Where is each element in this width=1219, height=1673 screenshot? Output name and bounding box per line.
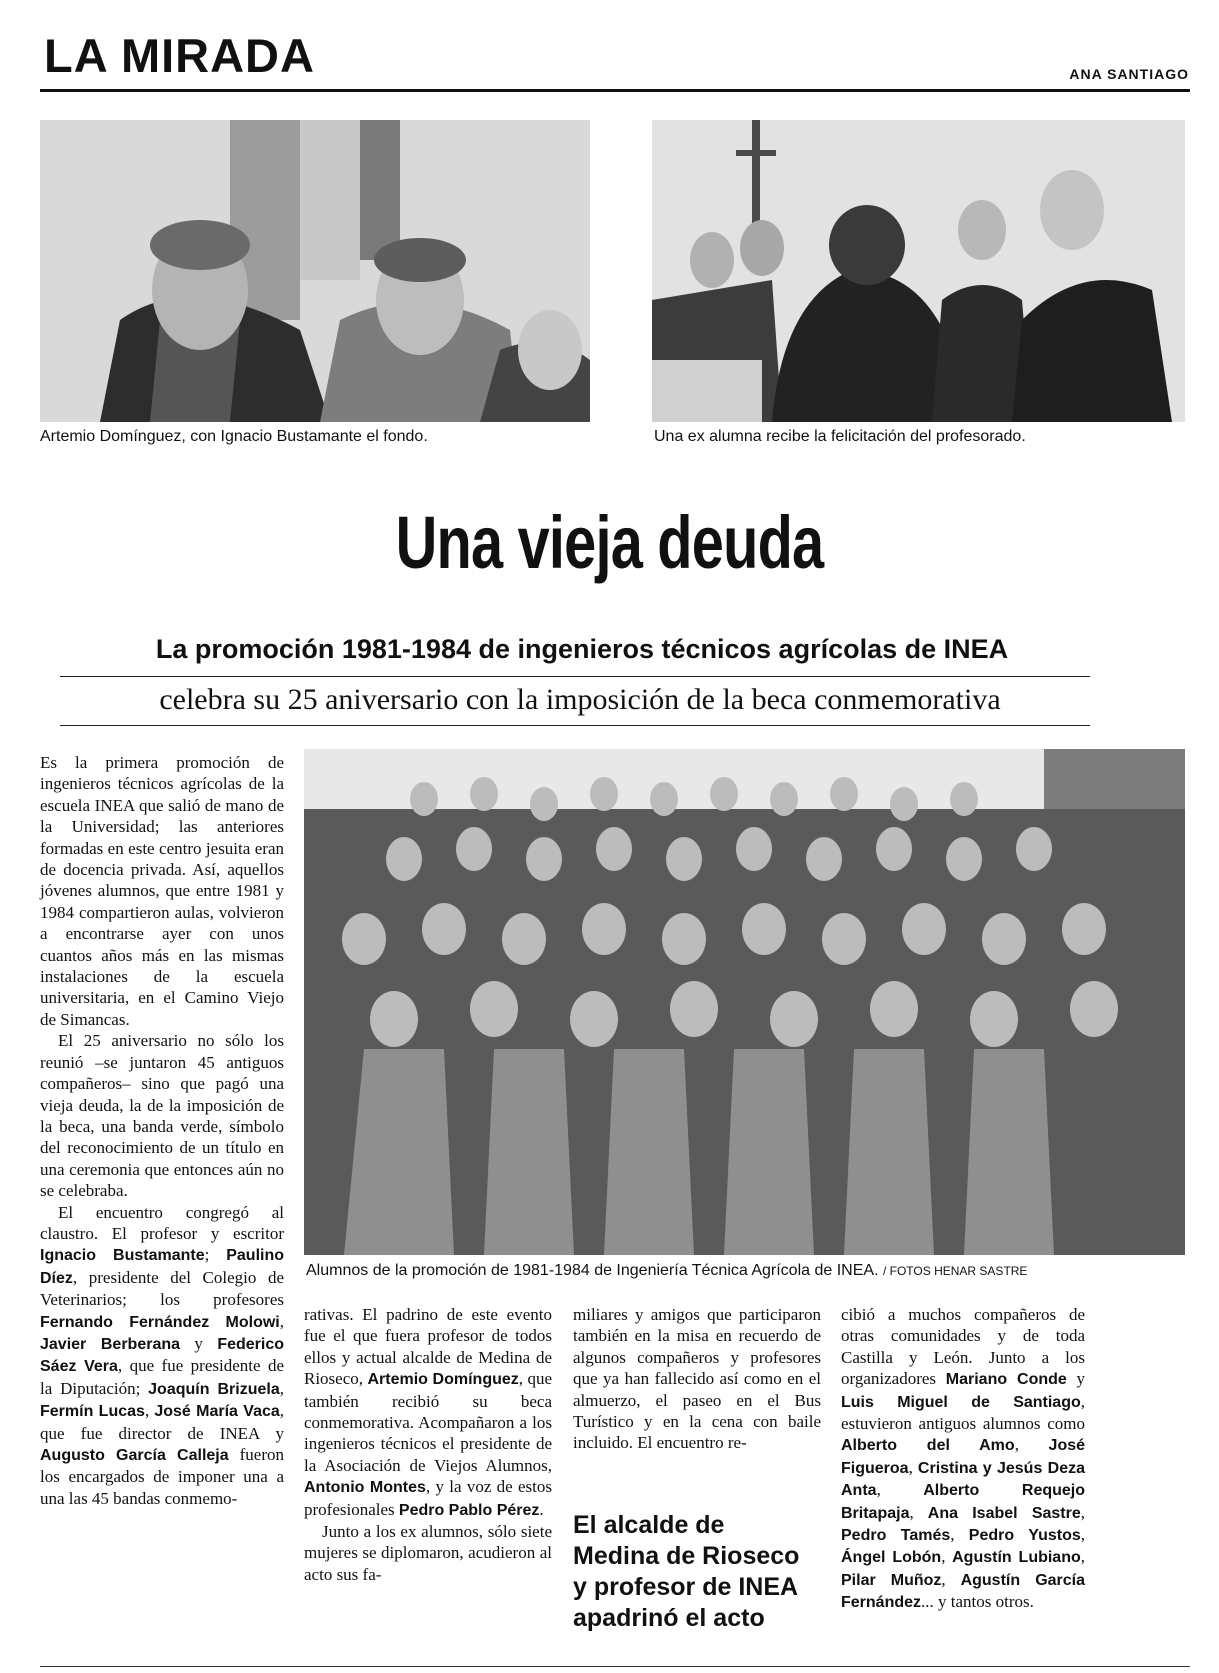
person-name: Pedro Pablo Pérez — [398, 1501, 540, 1519]
person-name: Paulino Díez — [40, 1247, 284, 1287]
subhead-1: La promoción 1981-1984 de ingenieros técnicos agrícolas de INEA — [155, 634, 1009, 664]
paragraph: Junto a los ex alumnos, sólo siete mujeres se diplomaron, acudieron al acto sus fa- — [304, 1522, 552, 1584]
photo-artemio-dominguez — [40, 120, 590, 422]
person-name: Agustín García Fernández — [841, 1571, 1086, 1612]
paragraph: Es la primera promoción de ingenieros técnicos agrícolas de la escuela INEA que salió de mano de la Universidad; las anteriores formadas en este centro jesuita eran de docencia privada. Así, aquellos jóvenes alumnos, que entre 1981 y 1984 compartieron aulas, volvieron a encontrarse ayer con unos cuantos años más en las mismas instalaciones de la escuela universitaria, en el Camino Viejo de Simancas. — [40, 753, 284, 1029]
caption-top-right: Una ex alumna recibe la felicitación del profesorado. — [654, 428, 1026, 445]
person-name: José Figueroa — [841, 1437, 1086, 1477]
person-name: Ignacio Bustamante — [40, 1247, 205, 1265]
article-column-3 — [573, 1304, 821, 1454]
person-name: Augusto García Calleja — [40, 1447, 229, 1464]
person-name: Cristina y Jesús Deza Anta — [841, 1459, 1085, 1500]
headline: Una vieja deuda — [395, 501, 824, 584]
footer-rule — [40, 1666, 1190, 1667]
person-name: Pedro Yustos — [968, 1527, 1081, 1545]
article-column-4 — [841, 1304, 1085, 1614]
person-name: Federico Sáez Vera — [40, 1335, 285, 1376]
photo-group-promocion — [304, 749, 1185, 1255]
paragraph: El 25 aniversario no sólo los reunió –se juntaron 45 antiguos compañeros– sino que pagó una vieja deuda, la de la imposición de la beca, una banda verde, símbolo del reconocimiento de un título en una ceremonia que entonces aún no se celebraba. — [40, 1031, 284, 1201]
person-name: Luis Miguel de Santiago — [841, 1393, 1081, 1411]
section-title: LA MIRADA — [44, 29, 315, 82]
person-name: Javier Berberana — [40, 1335, 181, 1353]
caption-main: Alumnos de la promoción de 1981-1984 de Ingeniería Técnica Agrícola de INEA. / FOTOS HENAR SASTRE — [306, 1262, 1028, 1279]
photo-credit: / FOTOS HENAR SASTRE — [882, 1264, 1028, 1278]
caption-top-left: Artemio Domínguez, con Ignacio Bustamante el fondo. — [40, 428, 428, 445]
pull-quote: El alcalde de Medina de Rioseco y profesor de INEA apadrinó el acto — [573, 1511, 800, 1632]
paragraph: cibió a muchos compañeros de otras comunidades y de toda Castilla y León. Junto a los organizadores Mariano Conde y Luis Miguel de Santiago, estuvieron antiguos alumnos como Alberto del Amo, José Figueroa, Cristina y Jesús Deza Anta, Alberto Requejo Britapaja, Ana Isabel Sastre, Pedro Tamés, Pedro Yustos, Ángel Lobón, Agustín Lubiano, Pilar Muñoz, Agustín García Fernández... y tantos otros. — [841, 1305, 1086, 1612]
paragraph: miliares y amigos que participaron también en la misa en recuerdo de algunos compañeros y profesores que ya han fallecido así como en el almuerzo, el paseo en el Bus Turístico y en la cena con baile incluido. El encuentro re- — [573, 1305, 821, 1453]
paragraph: El encuentro congregó al claustro. El profesor y escritor Ignacio Bustamante; Paulino Díez, presidente del Colegio de Veterinarios; los profesores Fernando Fernández Molowi, Javier Berberana y Federico Sáez Vera, que fue presidente de la Diputación; Joaquín Brizuela, Fermín Lucas, José María Vaca, que fue director de INEA y Augusto García Calleja fueron los encargados de imponer una a una las 45 bandas conmemo- — [40, 1202, 285, 1508]
person-name: Pilar Muñoz — [841, 1571, 942, 1589]
person-name: Joaquín Brizuela — [148, 1380, 280, 1398]
paragraph: rativas. El padrino de este evento fue el que fuera profesor de todos ellos y actual alcalde de Medina de Rioseco, Artemio Domínguez, que también recibió su beca conmemorativa. Acompañaron a los ingenieros técnicos el presidente de la Asociación de Viejos Alumnos, Antonio Montes, y la voz de estos profesionales Pedro Pablo Pérez. — [304, 1305, 553, 1519]
article-column-1 — [40, 752, 284, 1509]
subhead-rule-2 — [60, 725, 1090, 726]
photo-alumna-felicitacion — [652, 120, 1185, 422]
person-name: Ana Isabel Sastre — [927, 1504, 1081, 1522]
person-name: Alberto del Amo — [841, 1437, 1015, 1455]
person-name: Antonio Montes — [304, 1479, 426, 1497]
header-rule — [40, 89, 1190, 92]
person-name: Agustín Lubiano — [952, 1549, 1081, 1567]
subhead-rule-1 — [60, 676, 1090, 677]
person-name: Mariano Conde — [945, 1371, 1067, 1389]
person-name: Artemio Domínguez — [367, 1371, 519, 1389]
person-name: José María Vaca — [154, 1403, 280, 1421]
person-name: Fernando Fernández Molowi — [40, 1313, 280, 1331]
person-name: Fermín Lucas — [40, 1403, 145, 1421]
article-column-2 — [304, 1304, 552, 1585]
subhead-2: celebra su 25 aniversario con la imposición de la beca conmemorativa — [159, 683, 1001, 716]
person-name: Pedro Tamés — [841, 1527, 951, 1545]
person-name: Ángel Lobón — [841, 1549, 942, 1567]
byline: ANA SANTIAGO — [1069, 66, 1189, 82]
person-name: Alberto Requejo Britapaja — [841, 1482, 1085, 1522]
